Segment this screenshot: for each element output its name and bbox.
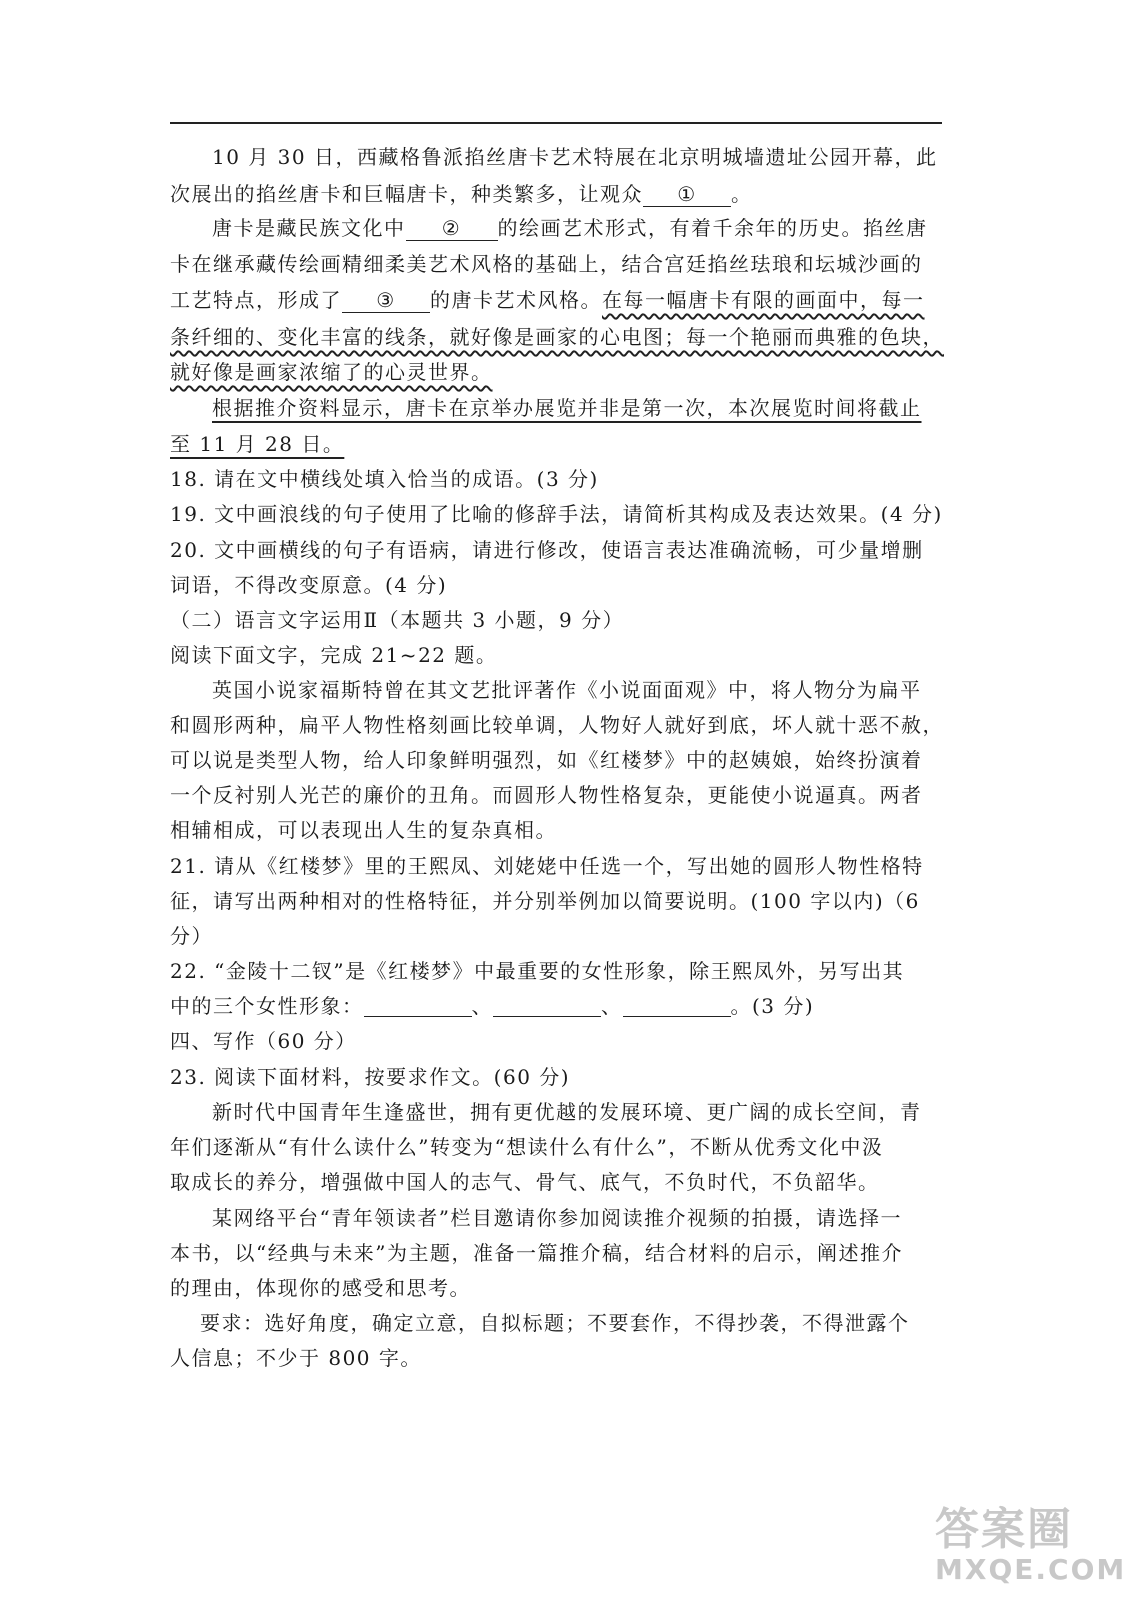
requirements-line: 人信息；不少于 800 字。: [170, 1346, 422, 1370]
separator: 、: [471, 994, 493, 1018]
passage-line: [170, 430, 344, 458]
text: 的绘画艺术形式，有着千余年的历史。掐丝唐: [497, 216, 928, 240]
question-21: 21. 请从《红楼梦》里的王熙凤、刘姥姥中任选一个，写出她的圆形人物性格特: [170, 854, 924, 878]
question-20: 词语，不得改变原意。(4 分): [170, 573, 448, 597]
question-22: [170, 992, 814, 1020]
wavy-underlined-sentence: 条纤细的、变化丰富的线条，就好像是画家的心电图；每一个艳丽而典雅的色块，: [170, 325, 944, 349]
question-22: 22. “金陵十二钗”是《红楼梦》中最重要的女性形象，除王熙凤外，另写出其: [170, 959, 905, 983]
passage-line: 卡在继承藏传绘画精细柔美艺术风格的基础上，结合宫廷掐丝珐琅和坛城沙画的: [170, 252, 923, 276]
passage-line: 一个反衬别人光芒的廉价的丑角。而圆形人物性格复杂，更能使小说逼真。两者: [170, 783, 923, 807]
watermark-logo: [935, 1504, 1127, 1587]
underlined-sentence: 至 11 月 28 日。: [170, 432, 345, 456]
question-23: 23. 阅读下面材料，按要求作文。(60 分): [170, 1065, 571, 1089]
passage-line: [170, 286, 925, 314]
top-rule: [170, 122, 942, 124]
answer-blank[interactable]: [623, 992, 731, 1017]
passage-line: 相辅相成，可以表现出人生的复杂真相。: [170, 818, 557, 842]
question-21: 分）: [170, 924, 213, 948]
passage-line: [170, 323, 944, 351]
material-line: 取成长的养分，增强做中国人的志气、骨气、底气，不负时代，不负韶华。: [170, 1170, 880, 1194]
passage-line: [170, 358, 493, 386]
text: 工艺特点，形成了: [170, 288, 342, 312]
blank-3: ③: [342, 286, 430, 313]
material-line: 新时代中国青年生逢盛世，拥有更优越的发展环境、更广阔的成长空间，青: [212, 1100, 922, 1124]
blank-1: ①: [643, 180, 731, 207]
material-line: 年们逐渐从“有什么读什么”转变为“想读什么有什么”，不断从优秀文化中汲: [170, 1135, 884, 1159]
passage-line: [212, 394, 922, 422]
passage-line: 和圆形两种，扁平人物性格刻画比较单调，人物好人就好到底，坏人就十恶不赦，: [170, 713, 944, 737]
watermark-url: MXQE.COM: [935, 1553, 1127, 1586]
text: 。: [731, 182, 753, 206]
answer-blank[interactable]: [493, 992, 601, 1017]
separator: 、: [601, 994, 623, 1018]
passage-line: [212, 214, 928, 242]
section-intro: 阅读下面文字，完成 21~22 题。: [170, 643, 498, 667]
material-line: 某网络平台“青年领读者”栏目邀请你参加阅读推介视频的拍摄，请选择一: [212, 1206, 902, 1230]
question-20: 20. 文中画横线的句子有语病，请进行修改，使语言表达准确流畅，可少量增删: [170, 538, 924, 562]
section-heading: （二）语言文字运用Ⅱ（本题共 3 小题，9 分）: [170, 608, 625, 632]
text: 。(3 分): [730, 994, 815, 1018]
passage-line: 英国小说家福斯特曾在其文艺批评著作《小说面面观》中，将人物分为扁平: [212, 678, 922, 702]
blank-2: ②: [406, 214, 498, 241]
text: 唐卡是藏民族文化中: [212, 216, 406, 240]
material-line: 的理由，体现你的感受和思考。: [170, 1276, 471, 1300]
requirements-line: 要求：选好角度，确定立意，自拟标题；不要套作，不得抄袭，不得泄露个: [200, 1311, 910, 1335]
passage-line: 10 月 30 日，西藏格鲁派掐丝唐卡艺术特展在北京明城墙遗址公园开幕，此: [212, 145, 938, 169]
wavy-underlined-sentence: 就好像是画家浓缩了的心灵世界。: [170, 360, 493, 384]
text: 中的三个女性形象：: [170, 994, 364, 1018]
section-heading: 四、写作（60 分）: [170, 1029, 357, 1053]
passage-line: 可以说是类型人物，给人印象鲜明强烈，如《红楼梦》中的赵姨娘，始终扮演着: [170, 748, 923, 772]
question-18: 18. 请在文中横线处填入恰当的成语。(3 分): [170, 467, 599, 491]
question-21: 征，请写出两种相对的性格特征，并分别举例加以简要说明。(100 字以内)（6: [170, 889, 920, 913]
underlined-sentence: 根据推介资料显示，唐卡在京举办展览并非是第一次，本次展览时间将截止: [212, 396, 922, 420]
watermark-top: 答案圈: [935, 1504, 1073, 1555]
wavy-underlined-sentence: 在每一幅唐卡有限的画面中，每一: [602, 288, 925, 312]
text: 次展出的掐丝唐卡和巨幅唐卡，种类繁多，让观众: [170, 182, 643, 206]
material-line: 本书，以“经典与未来”为主题，准备一篇推介稿，结合材料的启示，阐述推介: [170, 1241, 903, 1265]
question-19: 19. 文中画浪线的句子使用了比喻的修辞手法，请简析其构成及表达效果。(4 分): [170, 502, 943, 526]
answer-blank[interactable]: [364, 992, 472, 1017]
passage-line: [170, 180, 753, 208]
text: 的唐卡艺术风格。: [430, 288, 602, 312]
